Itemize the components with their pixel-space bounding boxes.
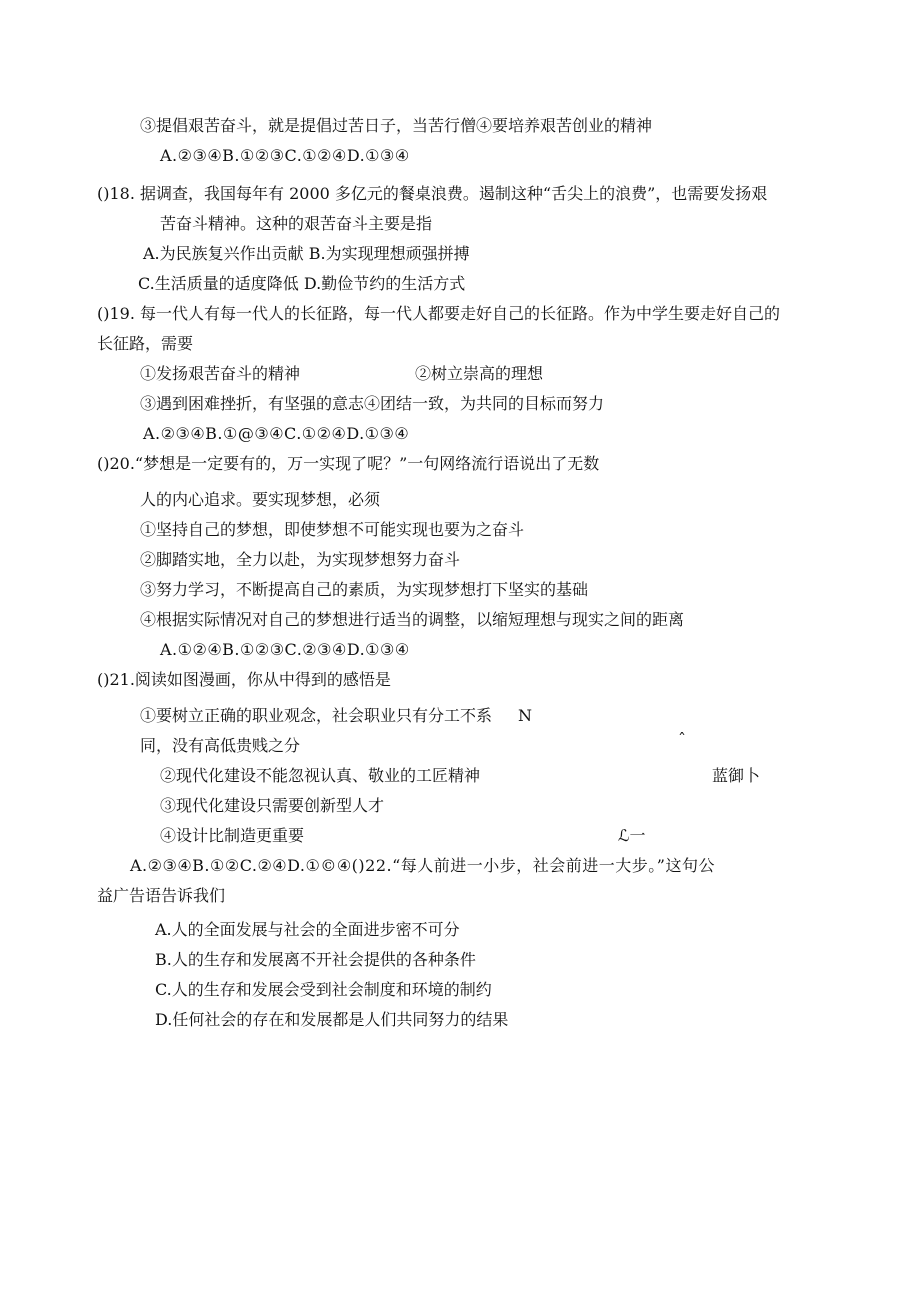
q21-item-1a-tail: N [518,706,532,725]
q18-options-cd: C.生活质量的适度降低 D.勤俭节约的生活方式 [138,274,466,293]
q19-options: A.②③④B.①@③④C.①②④D.①③④ [143,424,410,443]
q18-stem-1: ()18. 据调查，我国每年有 2000 多亿元的餐桌浪费。遏制这种“舌尖上的浪费”，也需要发扬艰 [97,184,768,203]
q21-item-2: ②现代化建设不能忽视认真、敬业的工匠精神 [160,766,481,785]
q22-option-a: A.人的全面发展与社会的全面进步密不可分 [155,920,460,939]
q17-options: A.②③④B.①②③C.①②④D.①③④ [160,146,410,165]
q20-item-2: ②脚踏实地，全力以赴，为实现梦想努力奋斗 [140,550,461,569]
q20-item-4: ④根据实际情况对自己的梦想进行适当的调整，以缩短理想与现实之间的距离 [140,610,685,629]
cartoon-text-1: 蓝御卜 [712,766,761,785]
cartoon-text-2: ℒ一 [618,826,646,845]
q21-item-1a: ①要树立正确的职业观念，社会职业只有分工不系 [140,706,493,725]
q21-item-1b: 同，没有高低贵贱之分 [140,736,301,755]
q19-item-2: ②树立崇高的理想 [415,364,544,383]
q22-option-d: D.任何社会的存在和发展都是人们共同努力的结果 [155,1010,509,1029]
q21-stem: ()21.阅读如图漫画，你从中得到的感悟是 [97,670,391,689]
q20-item-1: ①坚持自己的梦想，即使梦想不可能实现也要为之奋斗 [140,520,525,539]
q21-options-q22-stem: A.②③④B.①②C.②④D.①©④()22.“每人前进一小步，社会前进一大步。”这句公 [130,856,715,875]
q19-items-3-4: ③遇到困难挫折，有坚强的意志④团结一致，为共同的目标而努力 [140,394,605,413]
q19-stem-2: 长征路，需要 [97,334,194,353]
q19-stem-1: ()19. 每一代人有每一代人的长征路，每一代人都要走好自己的长征路。作为中学生要走好自己的 [97,304,781,323]
q19-item-1: ①发扬艰苦奋斗的精神 [140,364,301,383]
q18-stem-2: 苦奋斗精神。这种的艰苦奋斗主要是指 [160,214,433,233]
q20-stem-2: 人的内心追求。要实现梦想，必须 [140,490,381,509]
q21-item-4: ④设计比制造更重要 [160,826,305,845]
q21-item-3: ③现代化建设只需要创新型人才 [160,796,385,815]
q20-item-3: ③努力学习，不断提高自己的素质，为实现梦想打下坚实的基础 [140,580,589,599]
q20-options: A.①②④B.①②③C.②③④D.①③④ [160,640,410,659]
q22-option-b: B.人的生存和发展离不开社会提供的各种条件 [155,950,476,969]
q22-stem-2: 益广告语告诉我们 [97,886,226,905]
cartoon-caret-mark: ˆ [678,730,686,749]
q18-options-ab: A.为民族复兴作出贡献 B.为实现理想顽强拼搏 [143,244,470,263]
q17-items-3-4: ③提倡艰苦奋斗，就是提倡过苦日子，当苦行僧④要培养艰苦创业的精神 [140,116,653,135]
q20-stem-1: ()20.“梦想是一定要有的，万一实现了呢？”一句网络流行语说出了无数 [97,454,600,473]
q22-option-c: C.人的生存和发展会受到社会制度和环境的制约 [155,980,492,999]
